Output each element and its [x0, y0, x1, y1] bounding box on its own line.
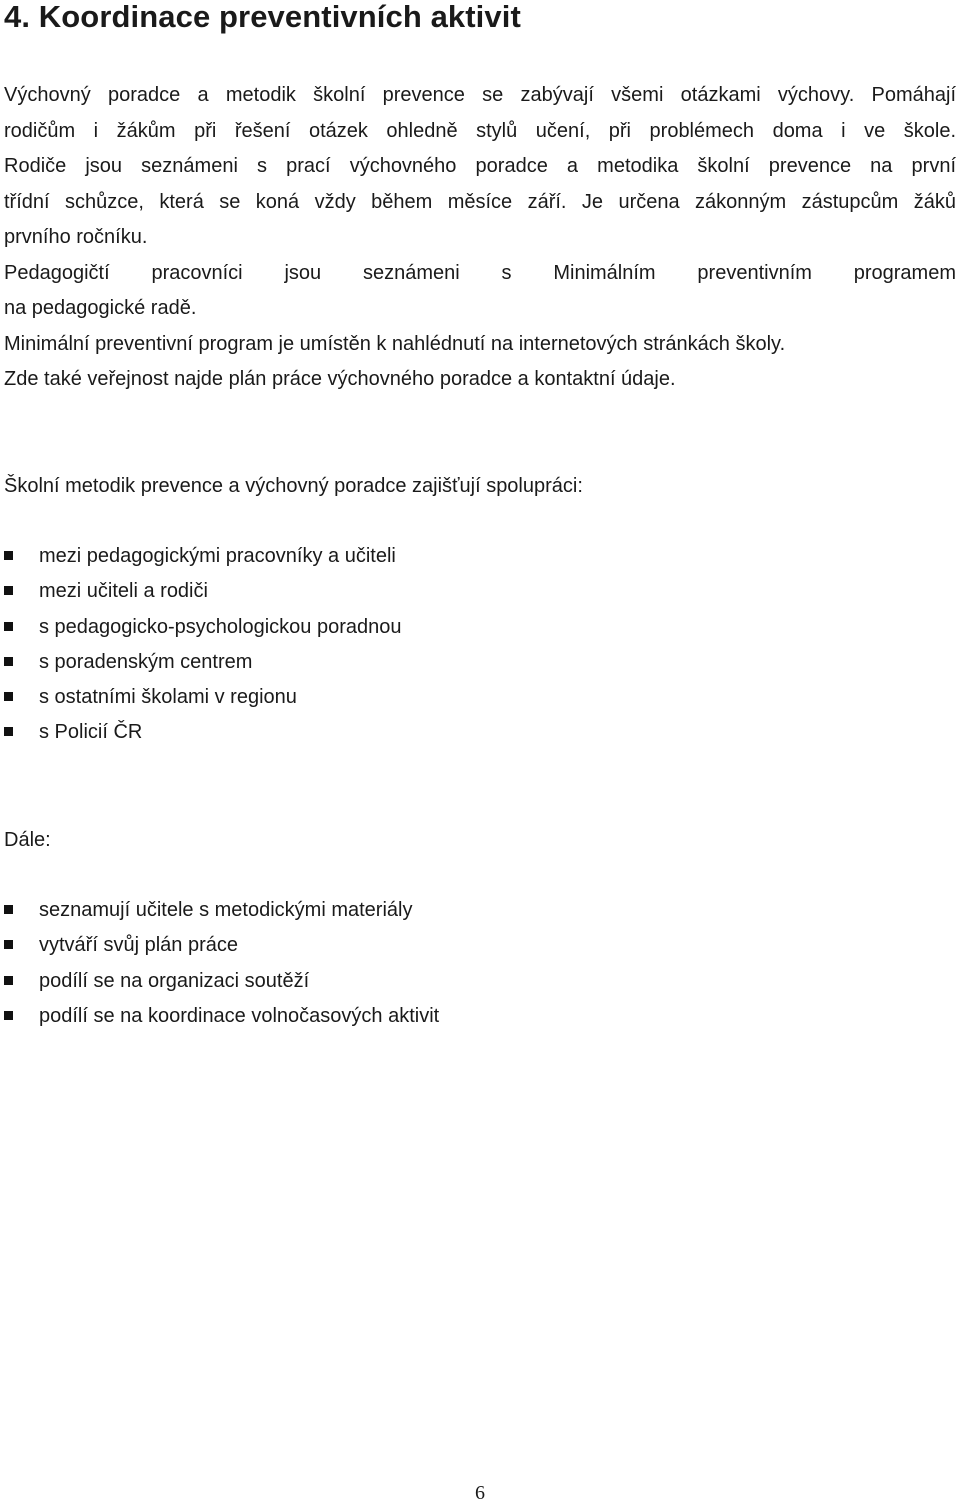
- square-bullet-icon: [4, 586, 13, 595]
- list-item: [4, 645, 401, 680]
- intro-line: prvního ročníku.: [4, 226, 148, 248]
- list-item: [4, 574, 401, 609]
- square-bullet-icon: [4, 622, 13, 631]
- list-item: [4, 610, 401, 645]
- list-item-text: vytváří svůj plán práce: [39, 934, 238, 957]
- list-item-text: seznamují učitele s metodickými materiály: [39, 899, 413, 921]
- list-item-text: mezi učiteli a rodiči: [39, 580, 208, 603]
- square-bullet-icon: [4, 905, 13, 914]
- further-list: [4, 893, 439, 1034]
- square-bullet-icon: [4, 1011, 13, 1020]
- cooperation-intro: Školní metodik prevence a výchovný poradce zajišťují spolupráci:: [4, 475, 583, 497]
- list-item: [4, 680, 401, 715]
- list-item-text: s Policií ČR: [39, 721, 143, 744]
- intro-line: Zde také veřejnost najde plán práce výchovného poradce a kontaktní údaje.: [4, 368, 676, 390]
- page-number: 6: [475, 1482, 485, 1504]
- further-label: Dále:: [4, 829, 51, 851]
- square-bullet-icon: [4, 976, 13, 985]
- intro-line: rodičům i žákům při řešení otázek ohledně stylů učení, při problémech doma i ve škole.: [4, 119, 956, 142]
- square-bullet-icon: [4, 657, 13, 666]
- square-bullet-icon: [4, 551, 13, 560]
- list-item: [4, 964, 439, 999]
- square-bullet-icon: [4, 940, 13, 949]
- list-item-text: s pedagogicko-psychologickou poradnou: [39, 615, 402, 638]
- intro-paragraph: [4, 78, 956, 398]
- cooperation-list: [4, 539, 401, 751]
- list-item-text: podílí se na koordinace volnočasových aktivit: [39, 1004, 440, 1027]
- list-item-text: mezi pedagogickými pracovníky a učiteli: [39, 545, 396, 567]
- section-heading: 4. Koordinace preventivních aktivit: [4, 0, 521, 34]
- intro-line: Výchovný poradce a metodik školní prevence se zabývají všemi otázkami výchovy. Pomáhají: [4, 84, 956, 106]
- intro-line: Rodiče jsou seznámeni s prací výchovného poradce a metodika školní prevence na první: [4, 155, 956, 177]
- list-item: [4, 715, 401, 750]
- square-bullet-icon: [4, 692, 13, 701]
- list-item: [4, 539, 401, 574]
- list-item: [4, 928, 439, 963]
- list-item-text: podílí se na organizaci soutěží: [39, 969, 310, 992]
- intro-line: Minimální preventivní program je umístěn k nahlédnutí na internetových stránkách školy.: [4, 332, 786, 355]
- list-item-text: s ostatními školami v regionu: [39, 686, 297, 709]
- list-item-text: s poradenským centrem: [39, 650, 253, 673]
- list-item: [4, 999, 439, 1034]
- intro-line: třídní schůzce, která se koná vždy během měsíce září. Je určena zákonným zástupcům žáků: [4, 190, 956, 213]
- intro-line: na pedagogické radě.: [4, 297, 197, 319]
- intro-line: Pedagogičtí pracovníci jsou seznámeni s Minimálním preventivním programem: [4, 261, 956, 284]
- list-item: [4, 893, 439, 928]
- square-bullet-icon: [4, 727, 13, 736]
